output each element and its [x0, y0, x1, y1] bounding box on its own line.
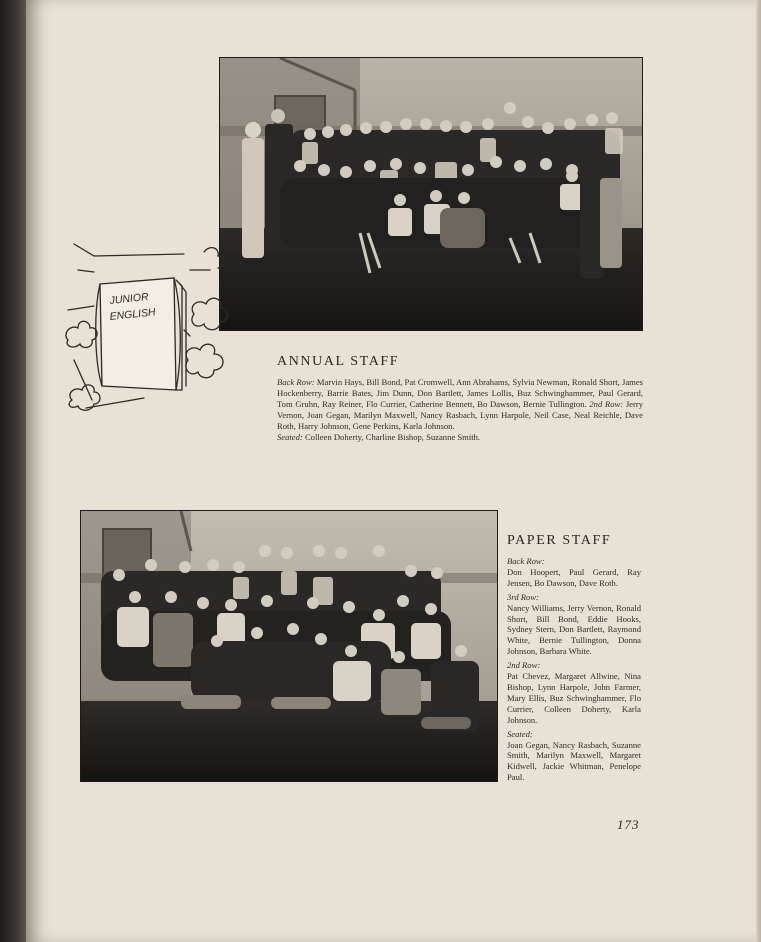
paper-back-row-names: Don Hoopert, Paul Gerard, Ray Jensen, Bo Dawson, Dave Roth. [507, 566, 641, 588]
paper-staff-heading: PAPER STAFF [507, 533, 612, 548]
paper-staff-photo-image [81, 511, 497, 781]
annual-back-row [277, 377, 643, 432]
annual-second-row-label: 2nd Row: [589, 398, 624, 409]
annual-back-row-label: Back Row: [277, 377, 315, 387]
book-gutter [0, 0, 26, 942]
sketch-line2: ENGLISH [109, 306, 157, 323]
paper-back-row-label: Back Row: [507, 556, 545, 566]
annual-seated-label: Seated: [277, 431, 303, 442]
paper-third-row-label: 3rd Row: [507, 591, 539, 602]
annual-back-row-names: Marvin Hays, Bill Bond, Pat Cromwell, Ann Abrahams, Sylvia Newman, Ronald Short, James Hockenberry, Barrie Bates, Jim Dunn, Don Bartlett, James Lollis, Buz Schwinghammer, Paul Gerard, Tom Gruhn, Ray Reiner, Flo Currier, Catherine Bennett, Bo Dawson, Bernie Tullington. [277, 377, 644, 409]
paper-second-row-names: Pat Chevez, Margaret Allwine, Nina Bishop, Lynn Harpole, John Farmer, Mary Ellis, Buz Schwinghammer, Flo Currier, Colleen Doherty, Karla Johnson. [507, 671, 641, 725]
paper-seated-names: Joan Gegan, Nancy Rasbach, Suzanne Smith, Marilyn Maxwell, Margaret Kidwell, Jackie Whitman, Penelope Paul. [507, 739, 641, 783]
annual-seated-row [277, 432, 643, 443]
annual-second-row-names: Jerry Vernon, Joan Gegan, Marilyn Maxwell, Nancy Rasbach, Lynn Harpole, Neil Case, Neal Reichle, Dave Roth, Harry Johnson, Gene Perkins, Karla Johnson. [277, 398, 644, 431]
annual-staff-photo [219, 57, 643, 331]
page-edge [756, 0, 761, 942]
annual-staff-photo-image [220, 58, 642, 330]
page-number: 173 [617, 817, 640, 832]
paper-staff-caption [507, 556, 641, 786]
paper-third-row-names: Nancy Williams, Jerry Vernon, Ronald Short, Bill Bond, Eddie Hooks, Sydney Stern, Don Bartlett, Raymond White, Bernie Tullington, Donna Johnson, Barbara White. [507, 602, 641, 657]
annual-seated-names: Colleen Doherty, Charline Bishop, Suzanne Smith. [304, 431, 481, 442]
paper-second-row-label: 2nd Row: [507, 660, 541, 671]
annual-staff-caption [277, 377, 643, 442]
paper-staff-photo [80, 510, 498, 782]
junior-english-sketch [64, 240, 234, 420]
paper-seated-label: Seated: [507, 728, 533, 739]
sketch-line1: JUNIOR [109, 290, 150, 307]
annual-staff-heading: ANNUAL STAFF [277, 354, 400, 369]
